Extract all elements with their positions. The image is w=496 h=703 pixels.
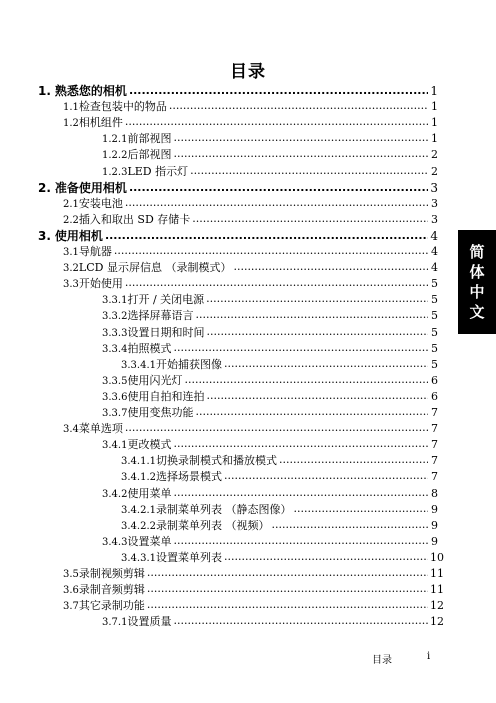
toc-entry[interactable]	[102, 130, 438, 146]
toc-entry-page: 1	[431, 100, 438, 114]
toc-entry-number: 3.3.5	[102, 375, 128, 387]
toc-entry-number: 3.1	[63, 247, 79, 258]
toc-entry-title: 准备使用相机	[54, 180, 127, 195]
toc-entry-page: 3	[431, 196, 438, 210]
toc-entry[interactable]	[102, 324, 438, 340]
toc-entry-page: 1	[431, 116, 438, 130]
toc-entry[interactable]	[121, 356, 438, 372]
toc-entry-title: 选择场景模式	[156, 470, 222, 484]
toc-entry-page: 4	[431, 261, 438, 275]
toc-entry[interactable]	[63, 98, 438, 114]
toc-entry-number: 3.7	[63, 601, 79, 613]
toc-dot-leader	[173, 437, 428, 450]
toc-dot-leader	[125, 115, 428, 128]
toc-entry-number: 3.4.1.2	[121, 472, 156, 484]
toc-entry[interactable]	[102, 404, 438, 420]
toc-entry-title: 使用相机	[54, 228, 103, 243]
toc-dot-leader	[169, 99, 428, 112]
toc-entry-title: 设置日期和时间	[127, 325, 205, 339]
toc-dot-leader	[184, 373, 428, 386]
toc-entry-page: 7	[431, 470, 438, 484]
toc-entry-number: 3.4.3.1	[121, 552, 156, 564]
toc-dot-leader	[206, 389, 428, 402]
language-tab-char: 中	[469, 283, 485, 301]
toc-entry-number: 3.4	[63, 424, 79, 436]
toc-dot-leader	[125, 196, 428, 209]
toc-entry-title: 开始捕获图像	[156, 357, 222, 371]
toc-entry-title: 相机组件	[78, 116, 123, 130]
toc-entry-page: 10	[430, 550, 444, 564]
toc-dot-leader	[125, 421, 428, 434]
toc-entry-number: 1.1	[63, 102, 79, 114]
toc-entry-title: 使用闪光灯	[127, 373, 183, 387]
toc-entry-number: 3.3.6	[102, 391, 128, 403]
toc-entry-page: 2	[431, 164, 438, 178]
toc-entry-title: 其它录制功能	[78, 599, 145, 613]
toc-dot-leader	[190, 164, 428, 177]
toc-entry-title: 录制视频剪辑	[78, 567, 145, 580]
toc-entry-title: 使用变焦功能	[127, 406, 194, 419]
toc-entry-title: 更改模式	[127, 438, 172, 452]
toc-entry-title: 切换录制模式和播放模式	[156, 454, 277, 468]
toc-entry-number: 3.	[38, 228, 51, 243]
toc-entry-number: 3.3.2	[102, 311, 128, 323]
toc-entry[interactable]	[121, 468, 438, 484]
toc-entry-title: 检查包装中的物品	[78, 100, 167, 114]
toc-entry-number: 1.	[38, 84, 51, 98]
toc-entry-page: 4	[431, 245, 438, 258]
toc-entry[interactable]	[102, 485, 438, 501]
toc-entry-page: 7	[431, 438, 438, 452]
toc-entry[interactable]	[121, 501, 438, 517]
toc-dot-leader	[195, 405, 428, 418]
toc-entry-number: 3.4.2.2	[121, 520, 156, 532]
toc-entry[interactable]	[102, 613, 444, 629]
toc-entry-page: 11	[430, 567, 444, 580]
toc-entry-number: 2.1	[63, 198, 79, 210]
toc-entry-title: 设置质量	[127, 615, 172, 629]
toc-entry[interactable]	[63, 243, 438, 259]
toc-entry-page: 9	[431, 518, 438, 532]
toc-entry-title: 熟悉您的相机	[54, 84, 127, 98]
language-tab-char: 体	[469, 263, 485, 281]
toc-entry-title: 拍照模式	[127, 341, 172, 355]
toc-entry-number: 3.3.4.1	[121, 359, 156, 371]
toc-entry[interactable]	[63, 259, 438, 275]
toc-entry-title: 菜单选项	[78, 422, 123, 436]
toc-entry[interactable]	[63, 565, 444, 581]
toc-entry-number: 1.2	[63, 118, 79, 130]
toc-entry-page: 7	[431, 422, 438, 436]
toc-entry-title: 开始使用	[78, 277, 123, 291]
toc-dot-leader	[173, 131, 428, 144]
toc-entry-page: 5	[431, 341, 438, 355]
toc-entry-title: 使用自拍和连拍	[127, 389, 205, 403]
toc-entry-title: 安装电池	[78, 196, 123, 210]
toc-entry-page: 2	[431, 148, 438, 162]
toc-entry-page: 8	[431, 486, 438, 500]
toc-entry-title: 前部视图	[127, 132, 172, 146]
toc-dot-leader	[173, 534, 428, 547]
toc-entry-number: 2.2	[63, 214, 79, 226]
toc-entry-page: 6	[431, 373, 438, 387]
toc-dot-leader	[272, 518, 429, 531]
toc-entry-number: 3.4.1	[102, 440, 128, 452]
toc-entry-title: 录制音频剪辑	[78, 583, 145, 597]
toc-entry-number: 3.3.1	[102, 295, 128, 307]
toc-entry-number: 3.3.3	[102, 327, 128, 339]
toc-entry[interactable]	[121, 452, 438, 468]
language-tab-char: 文	[469, 303, 485, 321]
toc-entry-number: 3.4.2.1	[121, 504, 156, 516]
language-tab-char: 简	[469, 243, 485, 261]
toc-entry[interactable]	[102, 372, 438, 388]
toc-dot-leader	[224, 550, 428, 563]
toc-entry-number: 3.4.3	[102, 536, 128, 548]
toc-entry-title: 插入和取出 SD 存储卡	[78, 212, 191, 226]
toc-entry-page: 4	[430, 228, 438, 243]
toc-entry-page: 3	[430, 180, 438, 195]
toc-entry[interactable]	[102, 533, 438, 549]
toc-entry-title: 录制菜单列表 （静态图像）	[156, 502, 292, 516]
toc-entry[interactable]	[121, 517, 438, 533]
toc-dot-leader	[195, 308, 428, 321]
toc-entry-number: 1.2.3	[102, 166, 128, 178]
toc-dot-leader	[206, 292, 428, 305]
toc-entry-page: 11	[430, 583, 444, 597]
toc-entry-number: 3.6	[63, 585, 79, 597]
toc-dot-leader	[224, 357, 428, 370]
toc-entry[interactable]	[102, 163, 438, 179]
toc-entry-number: 1.2.1	[102, 134, 128, 146]
toc-dot-leader	[105, 228, 428, 242]
toc-entry-page: 6	[431, 389, 438, 403]
toc-entry[interactable]	[102, 307, 438, 323]
toc-entry-title: 选择屏幕语言	[127, 309, 194, 323]
toc-dot-leader	[294, 502, 429, 515]
toc-entry[interactable]	[102, 340, 438, 356]
toc-entry-page: 7	[431, 454, 438, 468]
toc-entry-page: 5	[431, 357, 438, 371]
toc-entry[interactable]	[63, 195, 438, 211]
toc-dot-leader	[173, 486, 428, 499]
toc-entry[interactable]	[63, 420, 438, 436]
toc-entry-title: LED 指示灯	[127, 164, 189, 178]
toc-entry-title: 设置菜单	[127, 534, 172, 548]
toc-entry[interactable]	[63, 581, 444, 597]
toc-entry-number: 3.2	[63, 263, 79, 275]
toc-entry[interactable]	[102, 436, 438, 452]
toc-entry-number: 3.4.2	[102, 488, 128, 500]
toc-entry-page: 5	[431, 293, 438, 307]
toc-entry[interactable]	[63, 114, 438, 130]
toc-entry-number: 3.4.1.1	[121, 456, 156, 468]
toc-entry-page: 3	[431, 212, 438, 226]
toc-entry-page: 9	[431, 534, 438, 548]
toc-entry[interactable]	[102, 146, 438, 162]
toc-dot-leader	[192, 212, 428, 225]
footer-page-number: i	[427, 651, 431, 662]
toc-entry-page: 7	[431, 406, 438, 419]
toc-entry-title: 后部视图	[127, 148, 172, 162]
toc-entry[interactable]	[38, 179, 438, 195]
toc-entry[interactable]	[63, 275, 438, 291]
toc-dot-leader	[125, 276, 428, 289]
toc-dot-leader	[114, 244, 428, 257]
toc-entry-page: 9	[431, 502, 438, 516]
toc-entry-number: 3.3	[63, 279, 79, 291]
toc-dot-leader	[206, 325, 428, 338]
toc-entry[interactable]	[38, 227, 438, 243]
toc-entry-title: 打开 / 关闭电源	[127, 293, 205, 307]
toc-entry-title: 使用菜单	[127, 486, 172, 500]
toc-entry[interactable]	[63, 211, 438, 227]
toc-entry-title: 设置菜单列表	[156, 550, 222, 564]
toc-dot-leader	[233, 260, 428, 273]
toc-dot-leader	[129, 180, 428, 194]
toc-dot-leader	[173, 147, 428, 160]
toc-entry-number: 3.5	[63, 569, 79, 580]
toc-entry-page: 1	[430, 84, 438, 98]
toc-entry-page: 5	[431, 277, 438, 291]
toc-entry-title: 导航器	[78, 245, 112, 258]
toc-entry[interactable]	[63, 597, 444, 613]
toc-dot-leader	[147, 566, 428, 579]
toc-entry-number: 3.3.7	[102, 408, 128, 419]
toc-entry-title: LCD 显示屏信息 （录制模式）	[78, 261, 232, 275]
toc-entry-number: 2.	[38, 180, 51, 195]
toc-dot-leader	[224, 469, 428, 482]
toc-dot-leader	[173, 614, 428, 627]
toc-entry-page: 5	[431, 325, 438, 339]
footer-label: 目录	[372, 655, 392, 666]
toc-entry-title: 录制菜单列表 （视频）	[156, 518, 270, 532]
toc-entry[interactable]	[102, 291, 438, 307]
toc-entry-page: 12	[430, 615, 444, 629]
toc-dot-leader	[129, 83, 428, 97]
toc-entry[interactable]	[121, 549, 444, 565]
language-tab	[458, 230, 496, 334]
toc-entry-number: 3.7.1	[102, 617, 128, 629]
toc-dot-leader	[147, 582, 428, 595]
toc-entry-page: 1	[431, 132, 438, 146]
toc-entry-number: 1.2.2	[102, 150, 128, 162]
page-title: 目录	[230, 62, 266, 82]
toc-entry-number: 3.3.4	[102, 343, 128, 355]
toc-entry-page: 12	[430, 599, 444, 613]
toc-dot-leader	[173, 341, 428, 354]
toc-entry-page: 5	[431, 309, 438, 323]
toc-entry[interactable]	[102, 388, 438, 404]
toc-dot-leader	[147, 598, 428, 611]
toc-entry[interactable]	[38, 82, 438, 98]
toc-dot-leader	[279, 453, 428, 466]
